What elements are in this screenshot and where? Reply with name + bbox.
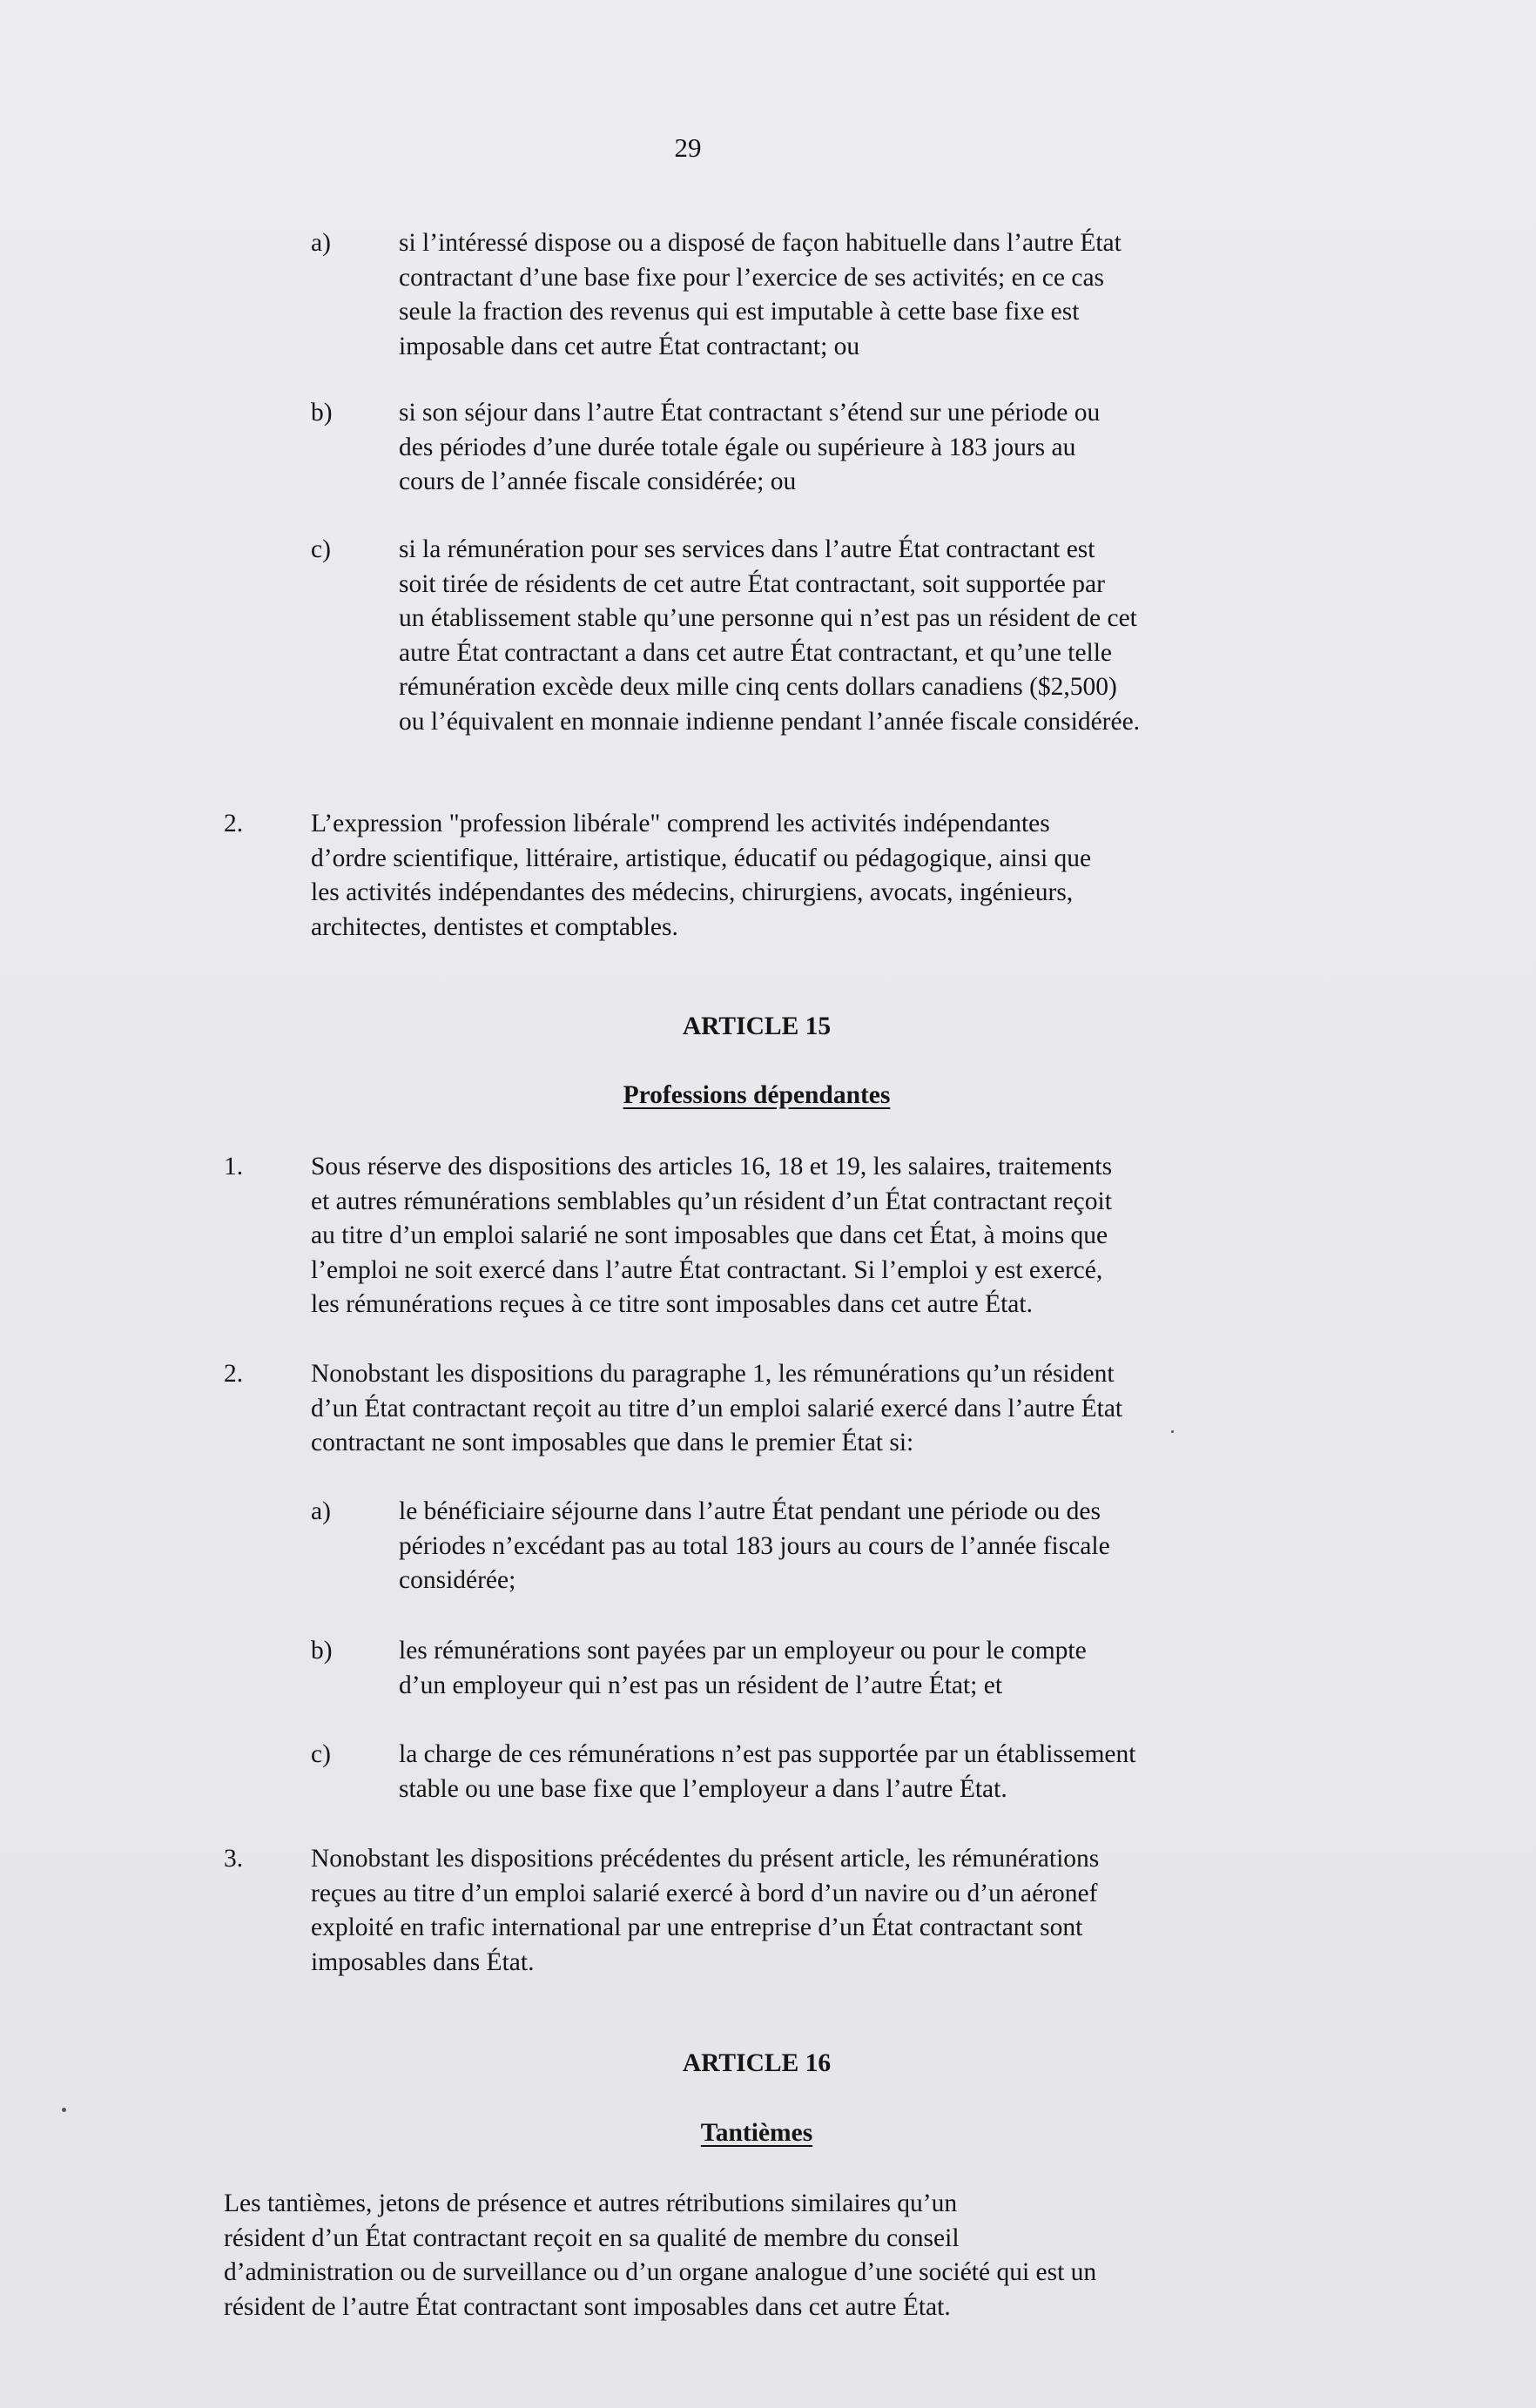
paragraph-text: L’expression "profession libérale" comprend les activités indépendantes d’ordre scientifique, littéraire, artistique, éducatif ou pédagogique, ainsi que les activités indépendantes des médecins, chirurgiens, avocats, ingénieurs, architectes, dentistes et comptables. <box>311 810 1092 941</box>
item-label-c: c) <box>311 535 331 563</box>
article-heading: ARTICLE 15 <box>682 1012 832 1040</box>
item-label-a: a) <box>311 229 331 257</box>
article-body-text: Les tantièmes, jetons de présence et autres rétributions similaires qu’un résident d’un État contractant reçoit en sa qualité de membre du conseil d’administration ou de surveillance ou d’un organe analogue d’une société qui est un résident de l’autre État contractant sont imposables dans cet autre État. <box>224 2189 1097 2321</box>
item-label-b: b) <box>311 399 333 427</box>
paragraph-number: 3. <box>224 1845 244 1873</box>
item-label-c: c) <box>311 1740 331 1768</box>
paragraph-number: 2. <box>224 1360 244 1388</box>
article-subheading: Professions dépendantes <box>623 1081 891 1109</box>
item-text-b: si son séjour dans l’autre État contractant s’étend sur une période ou des périodes d’une durée totale égale ou supérieure à 183 jours au cours de l’année fiscale considérée; ou <box>399 399 1101 495</box>
article-heading: ARTICLE 16 <box>682 2049 832 2077</box>
item-text-b: les rémunérations sont payées par un employeur ou pour le compte d’un employeur qui n’est pas un résident de l’autre État; et <box>399 1637 1087 1699</box>
paragraph-text: Nonobstant les dispositions précédentes du présent article, les rémunérations reçues au titre d’un emploi salarié exercé à bord d’un navire ou d’un aéronef exploité en trafic international par une entreprise d’un État contractant sont imposables dans État. <box>311 1845 1100 1976</box>
paragraph-number: 2. <box>224 810 244 837</box>
article-subheading: Tantièmes <box>700 2119 813 2147</box>
item-text-a: le bénéficiaire séjourne dans l’autre État pendant une période ou des périodes n’excédant pas au total 183 jours au cours de l’année fiscale considérée; <box>399 1497 1110 1594</box>
item-label-a: a) <box>311 1497 331 1525</box>
item-text-c: si la rémunération pour ses services dans l’autre État contractant est soit tirée de résidents de cet autre État contractant, soit supportée par un établissement stable qu’une personne qui n’est pas un résident de cet autre État contractant a dans cet autre État contractant, et qu’une telle rémunération excède deux mille cinq cents dollars canadiens ($2,500) ou l’équivalent en monnaie indienne pendant l’année fiscale considérée. <box>399 535 1141 736</box>
page-number: 29 <box>674 132 702 163</box>
item-text-a: si l’intéressé dispose ou a disposé de façon habituelle dans l’autre État contractant d’une base fixe pour l’exercice de ses activités; en ce cas seule la fraction des revenus qui est imputable à cette base fixe est imposable dans cet autre État contractant; ou <box>399 229 1122 360</box>
scan-speck <box>62 2108 66 2112</box>
item-label-b: b) <box>311 1637 333 1665</box>
item-text-c: la charge de ces rémunérations n’est pas supportée par un établissement stable ou une base fixe que l’employeur a dans l’autre État. <box>399 1740 1136 1803</box>
scan-speck <box>1171 1430 1174 1433</box>
paragraph-text: Nonobstant les dispositions du paragraphe 1, les rémunérations qu’un résident d’un État contractant reçoit au titre d’un emploi salarié exercé dans l’autre État contractant ne sont imposables que dans le premier État si: <box>311 1360 1123 1456</box>
paragraph-text: Sous réserve des dispositions des articles 16, 18 et 19, les salaires, traitements et autres rémunérations semblables qu’un résident d’un État contractant reçoit au titre d’un emploi salarié ne sont imposables que dans cet État, à moins que l’emploi ne soit exercé dans l’autre État contractant. Si l’emploi y est exercé, les rémunérations reçues à ce titre sont imposables dans cet autre État. <box>311 1153 1113 1318</box>
paragraph-number: 1. <box>224 1153 244 1180</box>
